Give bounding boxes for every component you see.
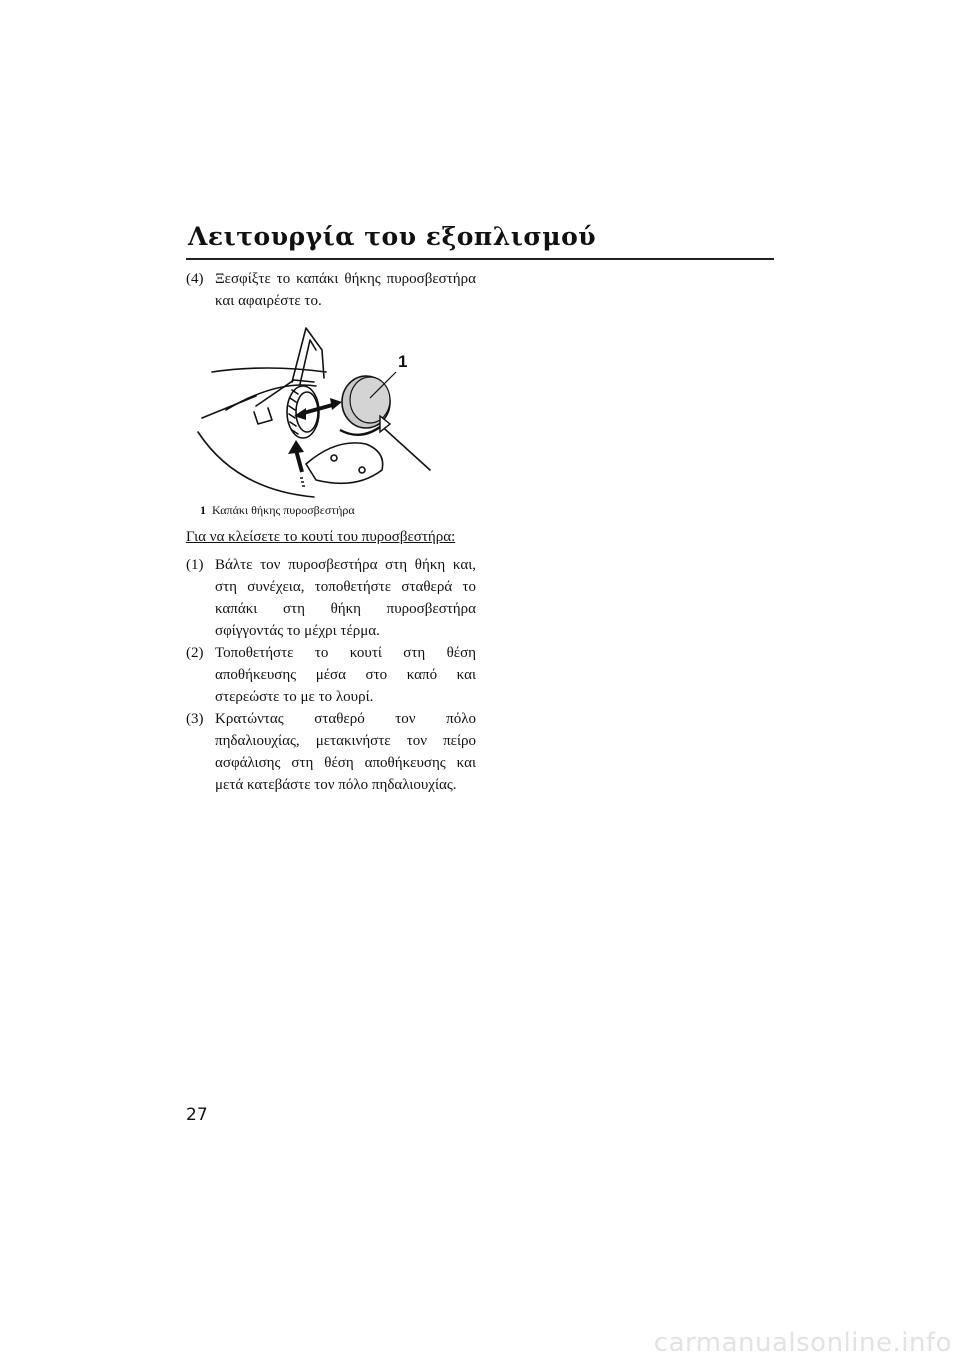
page-title: Λειτουργία του εξοπλισμού xyxy=(188,222,597,251)
figure-caption xyxy=(200,503,355,518)
section-subheading: Για να κλείσετε το κουτί του πυροσβεστήρα: xyxy=(186,529,456,545)
step-text: Τοποθετήστε το κουτί στη θέση αποθήκευσης μέσα στο καπό και στερεώστε το με το λουρί. xyxy=(215,645,476,705)
page-header xyxy=(186,222,774,260)
watermark: carmanualsonline.info xyxy=(653,1328,952,1358)
step-text: Ξεσφίξτε το καπάκι θήκης πυροσβεστήρα και αφαιρέστε το. xyxy=(215,271,476,309)
step-number: (3) xyxy=(186,711,204,727)
step-number: (1) xyxy=(186,557,204,573)
step-text: Κρατώντας σταθερό τον πόλο πηδαλιουχίας, μετακινήστε τον πείρο ασφάλισης στη θέση αποθήκευσης και μετά κατεβάστε τον πόλο πηδαλιουχίας. xyxy=(215,711,476,793)
list-item xyxy=(186,554,476,642)
caption-number: 1 xyxy=(200,503,206,517)
list-item xyxy=(186,708,476,796)
step-number: (4) xyxy=(186,271,204,287)
step-number: (2) xyxy=(186,645,204,661)
step-text: Βάλτε τον πυροσβεστήρα στη θήκη και, στη συνέχεια, τοποθετήστε σταθερά το καπάκι στη θήκη πυροσβεστήρα σφίγγοντάς το μέχρι τέρμα. xyxy=(215,557,476,639)
figure-callout: 1 xyxy=(398,352,408,371)
caption-text: Καπάκι θήκης πυροσβεστήρα xyxy=(212,503,355,517)
fire-extinguisher-cap-illustration xyxy=(196,320,440,498)
list-item xyxy=(186,268,476,312)
step-list-top xyxy=(186,268,476,312)
list-item xyxy=(186,642,476,708)
step-list xyxy=(186,554,476,796)
page-number: 27 xyxy=(186,1105,208,1125)
